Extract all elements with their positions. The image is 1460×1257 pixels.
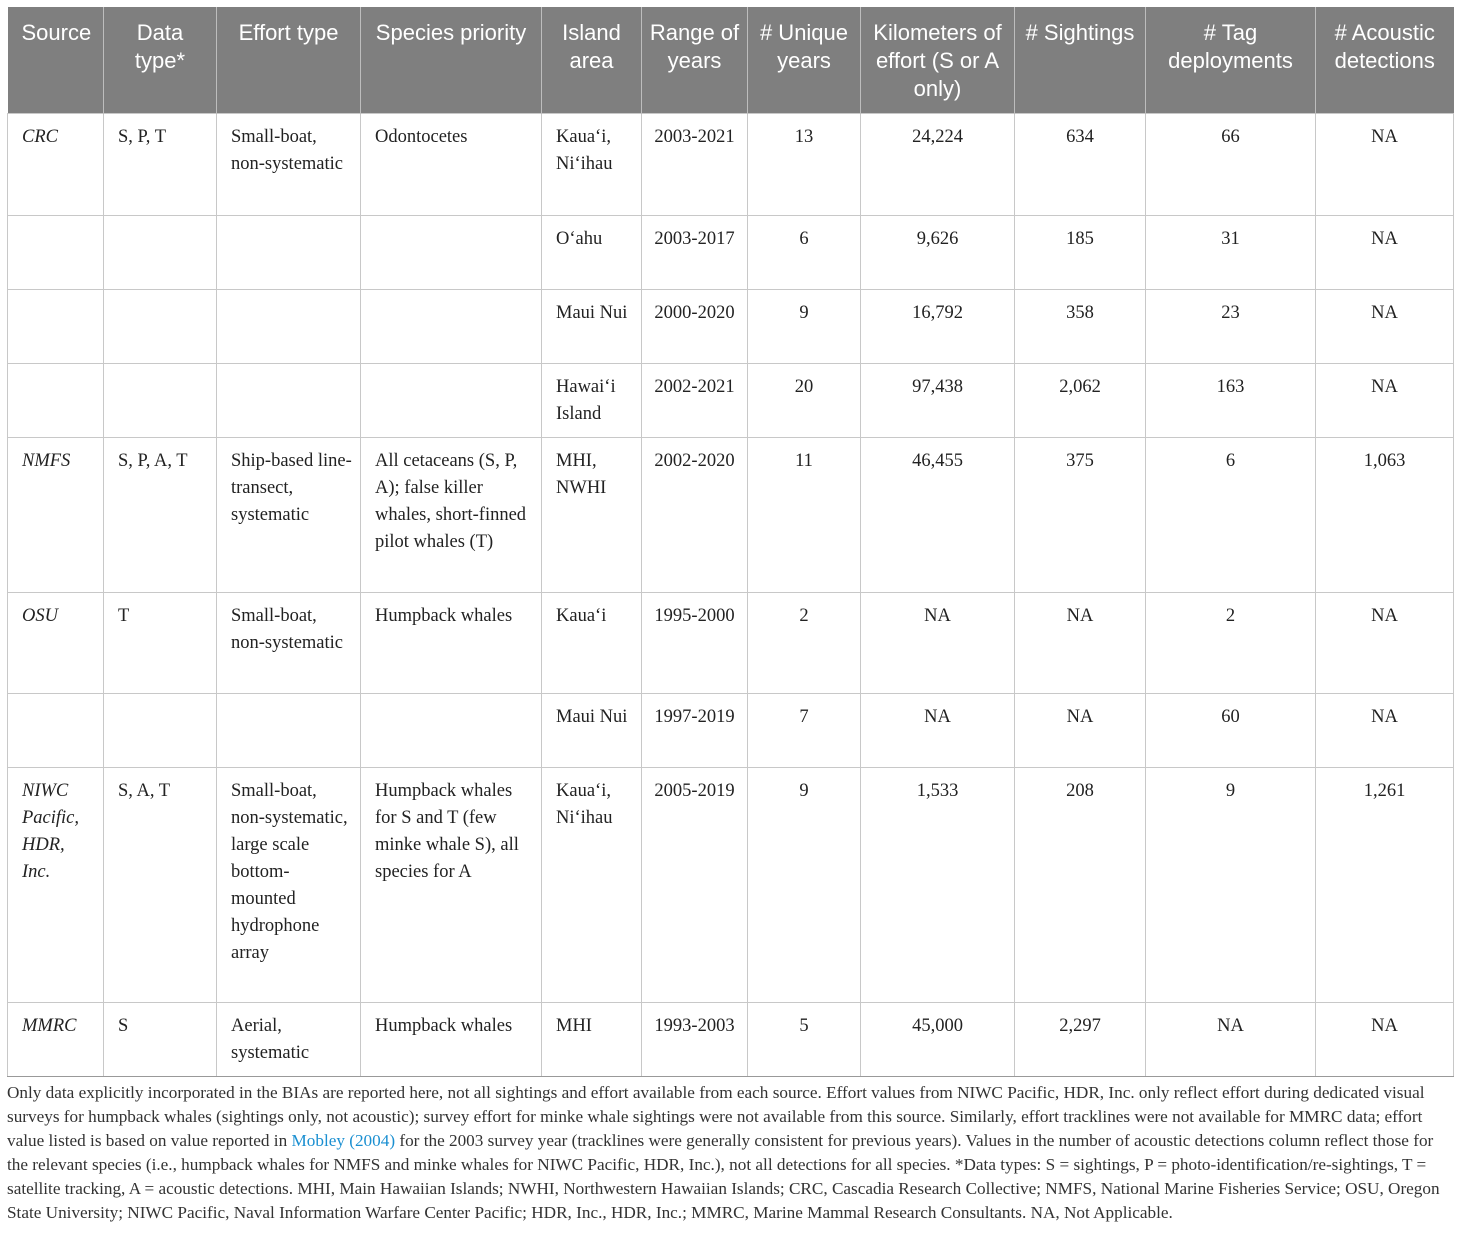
header-source: Source <box>8 7 104 114</box>
table-row <box>8 216 1454 290</box>
cell-tag-deployments: 2 <box>1146 593 1316 694</box>
cell-effort-type: Aerial, systematic <box>217 1003 361 1077</box>
cell-effort-type: Ship-based line-transect, systematic <box>217 438 361 593</box>
header-km-effort: Kilometers of effort (S or A only) <box>861 7 1015 114</box>
cell-range-of-years: 2003-2021 <box>642 114 748 216</box>
cell-km-effort: 24,224 <box>861 114 1015 216</box>
cell-island-area: O‘ahu <box>542 216 642 290</box>
cell-tag-deployments: 163 <box>1146 364 1316 438</box>
cell-island-area: Kaua‘i, Ni‘ihau <box>542 768 642 1003</box>
cell-acoustic-detections: NA <box>1316 216 1454 290</box>
cell-acoustic-detections: NA <box>1316 694 1454 768</box>
cell-source: OSU <box>8 593 104 694</box>
cell-range-of-years: 2002-2021 <box>642 364 748 438</box>
mobley-2004-link[interactable]: Mobley (2004) <box>291 1131 396 1150</box>
cell-range-of-years: 2003-2017 <box>642 216 748 290</box>
cell-data-type: S <box>104 1003 217 1077</box>
cell-acoustic-detections: NA <box>1316 593 1454 694</box>
data-sources-table <box>7 7 1454 1077</box>
cell-effort-type: Small-boat, non-systematic, large scale bottom-mounted hydrophone array <box>217 768 361 1003</box>
cell-species-priority: Odontocetes <box>361 114 542 216</box>
cell-sightings: 375 <box>1015 438 1146 593</box>
cell-acoustic-detections: NA <box>1316 1003 1454 1077</box>
table-body <box>8 114 1454 1077</box>
cell-unique-years: 7 <box>748 694 861 768</box>
cell-unique-years: 2 <box>748 593 861 694</box>
table-row <box>8 290 1454 364</box>
cell-species-priority: All cetaceans (S, P, A); false killer whales, short-finned pilot whales (T) <box>361 438 542 593</box>
table-row <box>8 364 1454 438</box>
header-species-priority: Species priority <box>361 7 542 114</box>
cell-km-effort: 97,438 <box>861 364 1015 438</box>
table-row <box>8 694 1454 768</box>
cell-acoustic-detections: 1,261 <box>1316 768 1454 1003</box>
header-tag-deployments: # Tag deployments <box>1146 7 1316 114</box>
cell-sightings: NA <box>1015 593 1146 694</box>
cell-acoustic-detections: NA <box>1316 364 1454 438</box>
cell-km-effort: NA <box>861 593 1015 694</box>
cell-sightings: 185 <box>1015 216 1146 290</box>
table-row <box>8 438 1454 593</box>
cell-acoustic-detections: NA <box>1316 290 1454 364</box>
cell-effort-type <box>217 216 361 290</box>
cell-range-of-years: 2002-2020 <box>642 438 748 593</box>
cell-source <box>8 216 104 290</box>
cell-range-of-years: 1993-2003 <box>642 1003 748 1077</box>
header-acoustic-detections: # Acoustic detections <box>1316 7 1454 114</box>
header-data-type: Data type* <box>104 7 217 114</box>
cell-source: NIWC Pacific, HDR, Inc. <box>8 768 104 1003</box>
cell-island-area: MHI <box>542 1003 642 1077</box>
cell-km-effort: 45,000 <box>861 1003 1015 1077</box>
header-island-area: Island area <box>542 7 642 114</box>
table-row <box>8 1003 1454 1077</box>
cell-tag-deployments: 9 <box>1146 768 1316 1003</box>
cell-unique-years: 20 <box>748 364 861 438</box>
table-footnote <box>7 1081 1453 1225</box>
cell-sightings: 634 <box>1015 114 1146 216</box>
cell-sightings: 2,297 <box>1015 1003 1146 1077</box>
cell-unique-years: 9 <box>748 768 861 1003</box>
header-effort-type: Effort type <box>217 7 361 114</box>
cell-unique-years: 11 <box>748 438 861 593</box>
footnote-text-before: Only data explicitly incorporated in the BIAs are reported here, not all sightings and effort available from each source. Effort values from NIWC Pacific, HDR, Inc. only reflect effort during dedicated visual surveys for humpback whales (sightings only, not acoustic); survey effort for minke whale sightings were not available from this source. Similarly, effort tracklines were not available for MMRC data; effort value listed is based on value reported in <box>7 1083 1425 1150</box>
cell-km-effort: 1,533 <box>861 768 1015 1003</box>
cell-island-area: Maui Nui <box>542 290 642 364</box>
cell-tag-deployments: NA <box>1146 1003 1316 1077</box>
cell-data-type <box>104 290 217 364</box>
cell-data-type <box>104 694 217 768</box>
cell-tag-deployments: 23 <box>1146 290 1316 364</box>
cell-data-type <box>104 364 217 438</box>
cell-source <box>8 290 104 364</box>
cell-source <box>8 364 104 438</box>
header-unique-years: # Unique years <box>748 7 861 114</box>
cell-data-type <box>104 216 217 290</box>
cell-effort-type <box>217 290 361 364</box>
cell-km-effort: 46,455 <box>861 438 1015 593</box>
cell-island-area: Hawai‘i Island <box>542 364 642 438</box>
cell-km-effort: 9,626 <box>861 216 1015 290</box>
cell-species-priority <box>361 290 542 364</box>
cell-unique-years: 5 <box>748 1003 861 1077</box>
cell-data-type: S, P, T <box>104 114 217 216</box>
cell-effort-type: Small-boat, non-systematic <box>217 593 361 694</box>
cell-sightings: NA <box>1015 694 1146 768</box>
cell-range-of-years: 1997-2019 <box>642 694 748 768</box>
cell-unique-years: 13 <box>748 114 861 216</box>
cell-effort-type <box>217 694 361 768</box>
cell-source: MMRC <box>8 1003 104 1077</box>
cell-range-of-years: 2005-2019 <box>642 768 748 1003</box>
cell-tag-deployments: 6 <box>1146 438 1316 593</box>
cell-source: CRC <box>8 114 104 216</box>
table-row <box>8 768 1454 1003</box>
cell-tag-deployments: 31 <box>1146 216 1316 290</box>
cell-tag-deployments: 66 <box>1146 114 1316 216</box>
cell-data-type: S, P, A, T <box>104 438 217 593</box>
cell-sightings: 208 <box>1015 768 1146 1003</box>
cell-unique-years: 9 <box>748 290 861 364</box>
cell-source: NMFS <box>8 438 104 593</box>
cell-acoustic-detections: 1,063 <box>1316 438 1454 593</box>
cell-range-of-years: 2000-2020 <box>642 290 748 364</box>
table-header-row <box>8 7 1454 114</box>
cell-species-priority: Humpback whales <box>361 1003 542 1077</box>
header-sightings: # Sightings <box>1015 7 1146 114</box>
cell-km-effort: 16,792 <box>861 290 1015 364</box>
cell-island-area: Kaua‘i, Ni‘ihau <box>542 114 642 216</box>
footnote-text-after: for the 2003 survey year (tracklines were generally consistent for previous years). Values in the number of acoustic detections column reflect those for the relevant species (i.e., humpback whales for NMFS and minke whales for NIWC Pacific, HDR, Inc.), not all detections for all species. *Data types: S = sightings, P = photo-identification/re-sightings, T = satellite tracking, A = acoustic detections. MHI, Main Hawaiian Islands; NWHI, Northwestern Hawaiian Islands; CRC, Cascadia Research Collective; NMFS, National Marine Fisheries Service; OSU, Oregon State University; NIWC Pacific, Naval Information Warfare Center Pacific; HDR, Inc., HDR, Inc.; MMRC, Marine Mammal Research Consultants. NA, Not Applicable. <box>7 1131 1440 1222</box>
cell-species-priority <box>361 216 542 290</box>
table-row <box>8 593 1454 694</box>
cell-tag-deployments: 60 <box>1146 694 1316 768</box>
cell-species-priority: Humpback whales <box>361 593 542 694</box>
cell-unique-years: 6 <box>748 216 861 290</box>
cell-data-type: S, A, T <box>104 768 217 1003</box>
cell-acoustic-detections: NA <box>1316 114 1454 216</box>
cell-sightings: 2,062 <box>1015 364 1146 438</box>
cell-data-type: T <box>104 593 217 694</box>
cell-sightings: 358 <box>1015 290 1146 364</box>
cell-island-area: Maui Nui <box>542 694 642 768</box>
table-row <box>8 114 1454 216</box>
cell-island-area: MHI, NWHI <box>542 438 642 593</box>
cell-island-area: Kaua‘i <box>542 593 642 694</box>
cell-effort-type: Small-boat, non-systematic <box>217 114 361 216</box>
cell-species-priority: Humpback whales for S and T (few minke whale S), all species for A <box>361 768 542 1003</box>
cell-species-priority <box>361 694 542 768</box>
cell-km-effort: NA <box>861 694 1015 768</box>
cell-species-priority <box>361 364 542 438</box>
header-range-of-years: Range of years <box>642 7 748 114</box>
cell-source <box>8 694 104 768</box>
cell-range-of-years: 1995-2000 <box>642 593 748 694</box>
cell-effort-type <box>217 364 361 438</box>
